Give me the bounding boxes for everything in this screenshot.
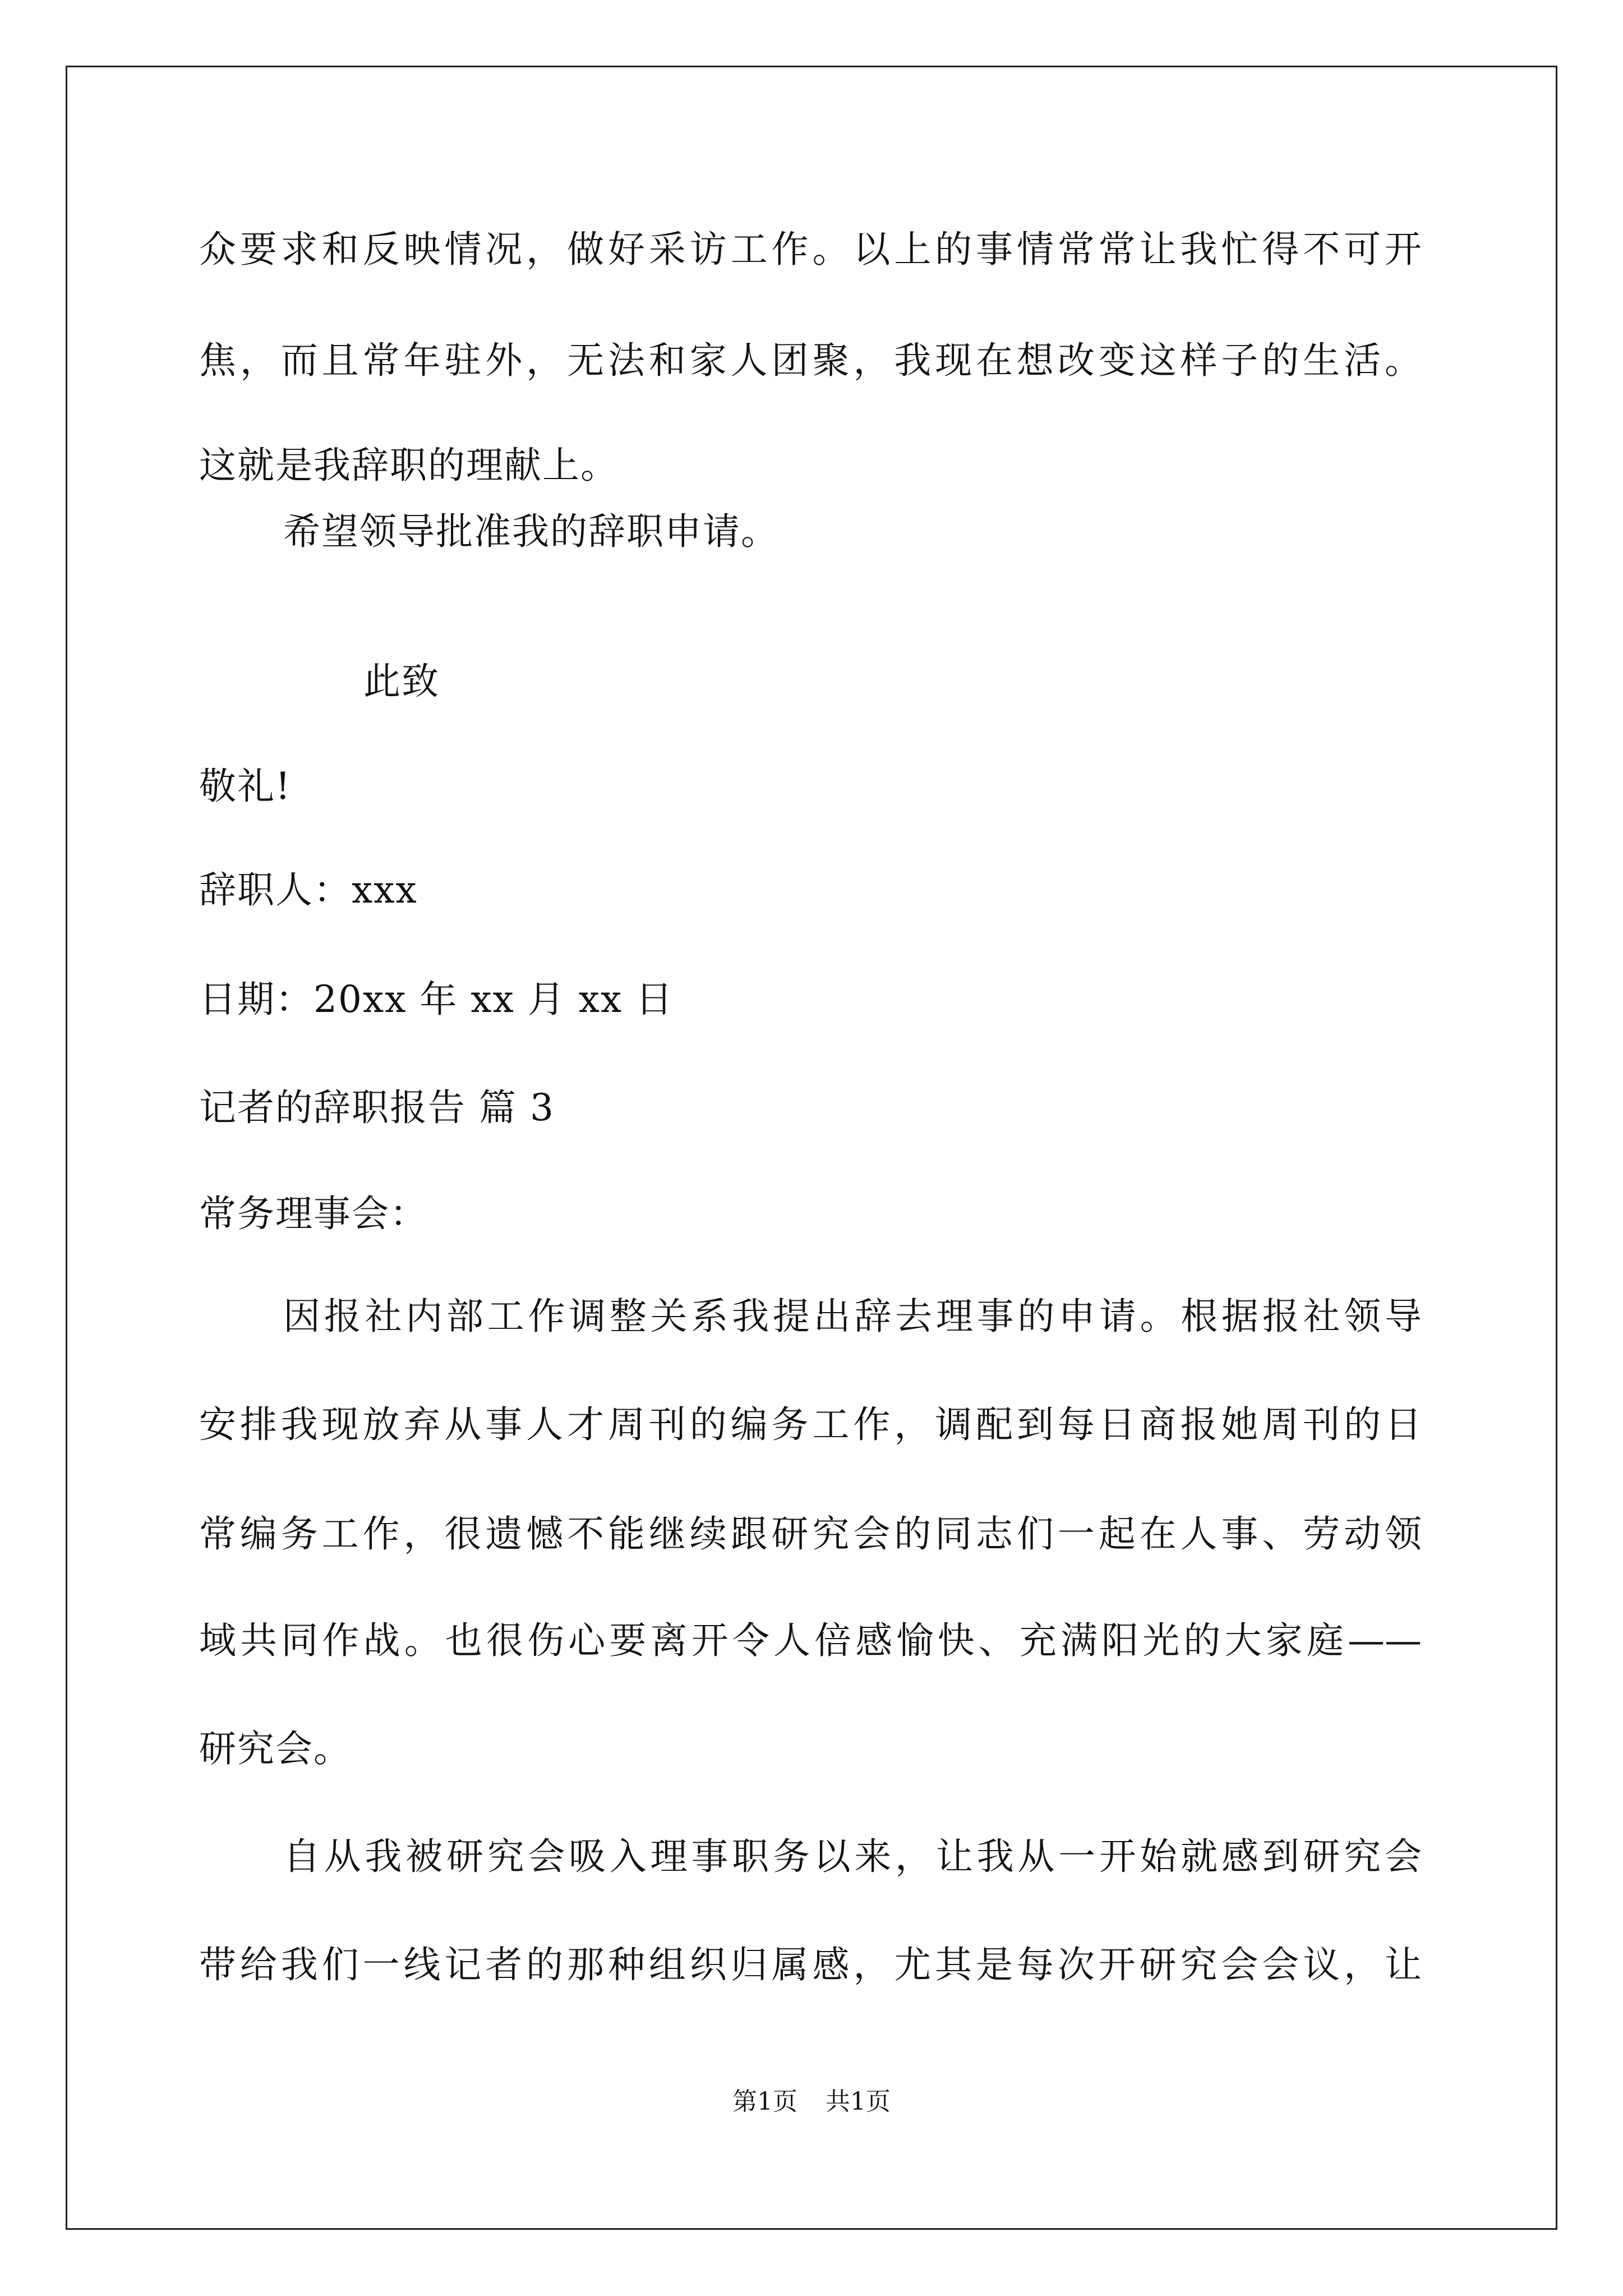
text-line: 这就是我辞职的理献上。 [199, 444, 619, 487]
text-line: 常编务工作，很遗憾不能继续跟研究会的同志们一起在人事、劳动领 [199, 1512, 1422, 1556]
page-footer [0, 2086, 1623, 2118]
text-line: 安排我现放弃从事人才周刊的编务工作，调配到每日商报她周刊的日 [199, 1403, 1422, 1446]
closing-salutation: 此致 [363, 660, 440, 703]
text-line: 带给我们一线记者的那种组织归属感，尤其是每次开研究会会议，让 [199, 1943, 1422, 1986]
text-line: 希望领导批准我的辞职申请。 [283, 510, 779, 553]
page-number-total: 共1页 [826, 2087, 891, 2116]
text-line: 焦，而且常年驻外，无法和家人团聚，我现在想改变这样子的生活。 [199, 339, 1422, 382]
page-number-current: 第1页 [732, 2087, 797, 2116]
closing-respect: 敬礼! [199, 765, 292, 808]
text-line: 因报社内部工作调整关系我提出辞去理事的申请。根据报社领导 [283, 1295, 1422, 1338]
section-heading: 记者的辞职报告 篇 3 [199, 1086, 555, 1129]
text-line: 研究会。 [199, 1727, 352, 1770]
text-line: 域共同作战。也很伤心要离开令人倍感愉快、充满阳光的大家庭—— [199, 1619, 1422, 1662]
text-line: 自从我被研究会吸入理事职务以来，让我从一开始就感到研究会 [283, 1835, 1422, 1878]
signature-line: 辞职人：xxx [199, 868, 418, 912]
date-line: 日期：20xx 年 xx 月 xx 日 [199, 978, 674, 1021]
addressee: 常务理事会： [199, 1192, 428, 1235]
page-border [66, 66, 1557, 2230]
text-line: 众要求和反映情况，做好采访工作。以上的事情常常让我忙得不可开 [199, 228, 1422, 271]
